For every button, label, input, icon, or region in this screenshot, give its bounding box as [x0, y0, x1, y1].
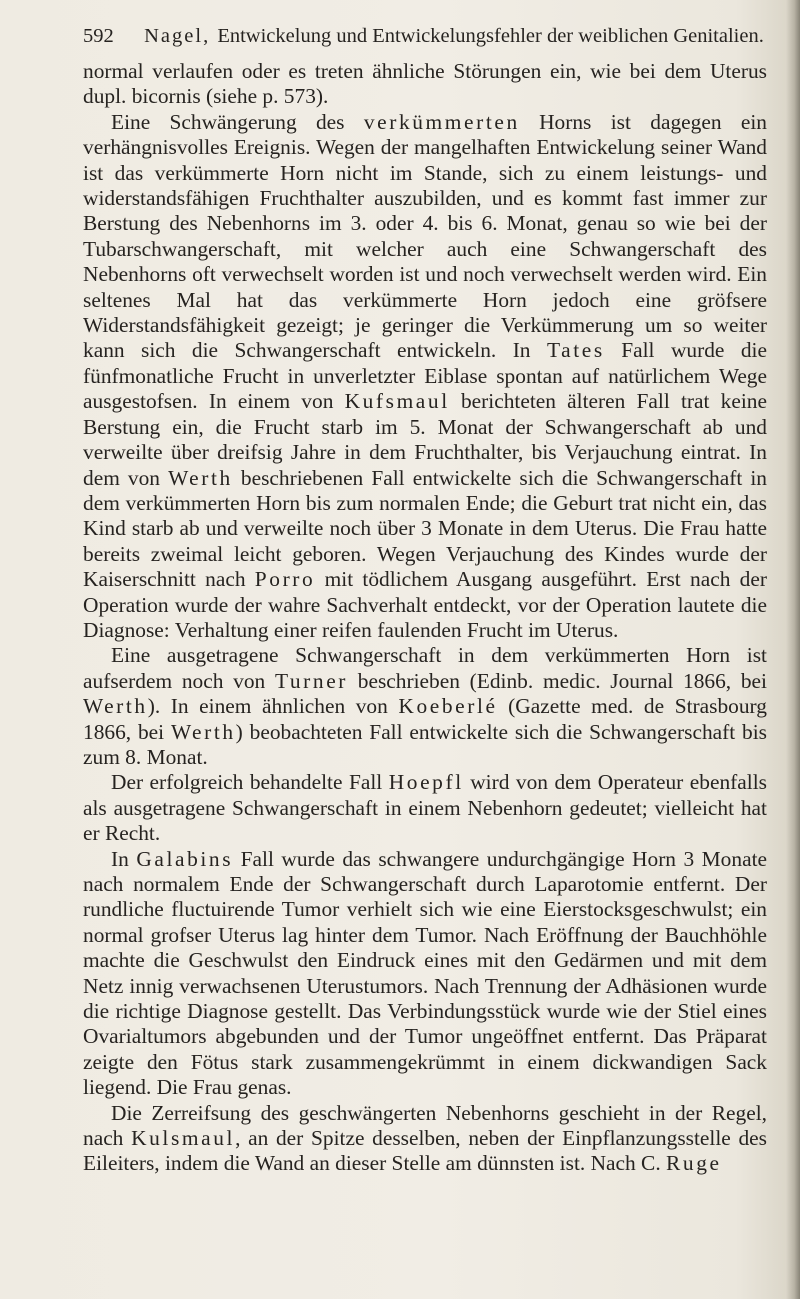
spaced-name: verkümmerten — [363, 109, 520, 134]
text-run: In — [111, 846, 137, 871]
text-run: beschrieben (Edinb. medic. Journal 1866, bei — [348, 668, 767, 693]
spaced-name: Porro — [254, 567, 316, 592]
text-run: Die Zerreifsung des geschwängerten Nebenhorns geschieht in der Regel, nach — [83, 1100, 767, 1151]
text-run: Eine ausgetragene Schwangerschaft in dem verkümmerten Horn ist aufserdem noch von — [83, 643, 767, 693]
spaced-name: Tates — [546, 338, 605, 363]
spaced-name: Werth — [168, 465, 233, 490]
text-run: ). In einem ähnlichen von — [147, 694, 399, 719]
page-number: 592 — [83, 25, 114, 47]
paragraph — [83, 59, 767, 110]
text-run: Eine Schwängerung des — [111, 109, 364, 134]
text-run: mit tödlichem Ausgang ausgeführt. Erst nach der Operation wurde der wahre Sachverhalt entdeckt, vor der Operation lautete die Diagnose: Verhaltung einer reifen faulenden Frucht im Uterus. — [83, 567, 767, 642]
text-run: wird von dem Operateur ebenfalls als ausgetragene Schwangerschaft in einem Nebenhorn gedeutet; vielleicht hat er Recht. — [83, 770, 767, 846]
spaced-name: Koeberlé — [398, 694, 498, 719]
text-run: Horns ist dagegen ein verhängnisvolles Ereignis. Wegen der mangelhaften Entwickelung seiner Wand ist das verkümmerte Horn nicht im Stande, sich zu einem leistungs- und widerstandsfähigen Fruchthalter auszubilden, und es kommt fast immer zur Berstung des Nebenhorns im 3. oder 4. bis 6. Monat, genau so wie bei der Tubarschwangerschaft, mit welcher auch eine Schwangerschaft des Nebenhorns oft verwechselt worden ist und noch verwechselt werden wird. Ein seltenes Mal hat das verkümmerte Horn jedoch eine gröfsere Widerstandsfähigkeit gezeigt; je geringer die Verkümmerung um so weiter kann sich die Schwangerschaft entwickeln. In — [83, 109, 767, 363]
text-run: , an der Spitze desselben, neben der Einpflanzungsstelle des Eileiters, indem die Wand an dieser Stelle am dünnsten ist. Nach C. — [83, 1126, 767, 1176]
spaced-name: Hoepfl — [388, 770, 464, 795]
spaced-name: Ruge — [666, 1151, 722, 1176]
text-run: (Gazette med. de Strasbourg 1866, bei — [83, 694, 767, 744]
running-head-title: Entwickelung und Entwickelungsfehler der weiblichen Genitalien. — [217, 25, 764, 47]
spaced-name: Werth — [170, 719, 236, 744]
page-edge-shadow — [786, 0, 800, 1299]
body-text — [83, 59, 767, 1177]
spaced-name: Turner — [274, 668, 349, 693]
paragraph — [83, 1101, 767, 1177]
paragraph — [83, 847, 767, 1101]
paragraph — [83, 770, 767, 846]
spaced-name: Werth — [83, 694, 148, 719]
paragraph — [83, 643, 767, 770]
spaced-name: Kufsmaul — [344, 389, 450, 414]
paragraph — [83, 110, 767, 644]
text-run: beschriebenen Fall entwickelte sich die Schwangerschaft in dem verkümmerten Horn bis zum normalen Ende; die Geburt trat nicht ein, das Kind starb ab und verweilte noch über 3 Monate in dem Uterus. Die Frau hatte bereits zweimal leicht geboren. Wegen Verjauchung des Kindes wurde der Kaiserschnitt nach — [83, 465, 767, 592]
spaced-name: Kulsmaul — [131, 1126, 236, 1151]
text-run: berichteten älteren Fall trat keine Berstung ein, die Frucht starb im 5. Monat der Schwangerschaft ab und verweilte über dreifsig Jahre in dem Fruchthalter, bis Verjauchung eintrat. In dem von — [83, 389, 767, 490]
text-run: ) beobachteten Fall entwickelte sich die Schwangerschaft bis zum 8. Monat. — [83, 719, 767, 769]
running-head-author: Nagel, — [144, 25, 211, 47]
text-run: Fall wurde die fünfmonatliche Frucht in unverletzter Eiblase spontan auf natürlichem Wege ausgestofsen. In einem von — [83, 338, 767, 414]
text-run: normal verlaufen oder es treten ähnliche Störungen ein, wie bei dem Uterus dupl. bicornis (siehe p. 573). — [83, 59, 767, 109]
running-head — [83, 22, 763, 50]
spaced-name: Galabins — [136, 846, 234, 871]
text-run: Der erfolgreich behandelte Fall — [111, 770, 389, 795]
text-run: Fall wurde das schwangere undurchgängige Horn 3 Monate nach normalem Ende der Schwangerschaft durch Laparotomie entfernt. Der rundliche fluctuirende Tumor verhielt sich wie eine Eierstocksgeschwulst; ein normal grofser Uterus lag hinter dem Tumor. Nach Eröffnung der Bauchhöhle machte die Geschwulst den Eindruck eines mit den Gedärmen und mit dem Netz innig verwachsenen Uterustumors. Nach Trennung der Adhäsionen wurde die richtige Diagnose gestellt. Das Verbindungsstück wurde wie der Stiel eines Ovarialtumors abgebunden und der Tumor ungeöffnet entfernt. Das Präparat zeigte den Fötus stark zusammengekrümmt in einem dickwandigen Sack liegend. Die Frau genas. — [83, 846, 768, 1100]
